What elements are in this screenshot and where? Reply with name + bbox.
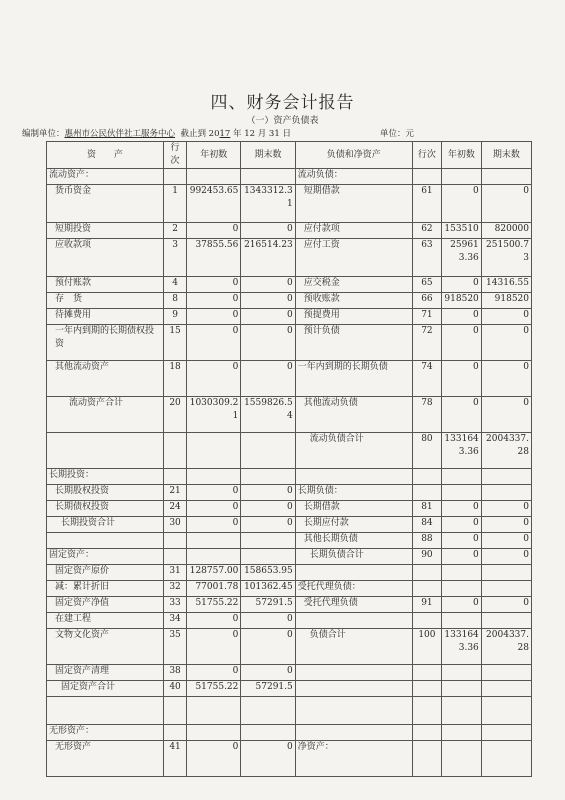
liability-line-cell: [412, 581, 441, 597]
table-row: [47, 697, 532, 725]
table-row: [47, 309, 532, 325]
asset-name-cell: 短期投资: [47, 223, 164, 239]
unit-label: 单位：元: [380, 129, 415, 139]
liability-closing-cell: [481, 169, 531, 185]
asset-closing-cell: [241, 469, 295, 485]
liability-line-cell: 90: [412, 549, 441, 565]
date-month: 年 12 月 31 日: [233, 129, 291, 139]
liability-name-cell: 短期借款: [295, 185, 412, 223]
asset-line-cell: [164, 533, 187, 549]
asset-closing-cell: 0: [241, 325, 295, 361]
liability-name-cell: [295, 665, 412, 681]
asset-name-cell: 长期债权投资: [47, 501, 164, 517]
table-row: [47, 597, 532, 613]
liability-opening-cell: 0: [442, 517, 482, 533]
asset-name-cell: 无形资产: [47, 741, 164, 777]
asset-closing-cell: 0: [241, 223, 295, 239]
asset-name-cell: 预付账款: [47, 277, 164, 293]
liability-opening-cell: [442, 169, 482, 185]
liability-name-cell: 预收账款: [295, 293, 412, 309]
liability-name-cell: 受托代理负债：: [295, 581, 412, 597]
liability-name-cell: [295, 725, 412, 741]
asset-closing-cell: 0: [241, 277, 295, 293]
liability-opening-cell: [442, 665, 482, 681]
date-year-prefix: 20: [208, 129, 220, 139]
date-prefix: 截止到: [180, 129, 206, 139]
liability-line-cell: 71: [412, 309, 441, 325]
liability-opening-cell: [442, 581, 482, 597]
table-row: [47, 549, 532, 565]
asset-opening-cell: 0: [187, 665, 241, 681]
asset-line-cell: 1: [164, 185, 187, 223]
liability-line-cell: 62: [412, 223, 441, 239]
liability-name-cell: 应交税金: [295, 277, 412, 293]
liability-name-cell: [295, 613, 412, 629]
asset-closing-cell: [241, 697, 295, 725]
asset-opening-cell: 128757.00: [187, 565, 241, 581]
asset-closing-cell: 0: [241, 741, 295, 777]
asset-opening-cell: [187, 433, 241, 469]
liability-line-cell: 61: [412, 185, 441, 223]
asset-opening-cell: 0: [187, 629, 241, 665]
liability-opening-cell: 0: [442, 277, 482, 293]
liability-name-cell: [295, 469, 412, 485]
table-row: [47, 325, 532, 361]
liability-closing-cell: [481, 485, 531, 501]
table-row: [47, 517, 532, 533]
asset-closing-cell: 0: [241, 629, 295, 665]
report-meta: [22, 127, 542, 139]
table-subtitle: （一）资产负债表: [246, 116, 319, 126]
asset-closing-cell: [241, 169, 295, 185]
asset-closing-cell: 1343312.31: [241, 185, 295, 223]
liability-opening-cell: 0: [442, 397, 482, 433]
liability-closing-cell: [481, 741, 531, 777]
liability-closing-cell: 0: [481, 325, 531, 361]
asset-line-cell: 30: [164, 517, 187, 533]
liability-closing-cell: [481, 681, 531, 697]
asset-line-cell: 8: [164, 293, 187, 309]
asset-opening-cell: 0: [187, 223, 241, 239]
liability-name-cell: 负债合计: [295, 629, 412, 665]
liability-name-cell: [295, 697, 412, 725]
liability-opening-cell: [442, 697, 482, 725]
table-row: [47, 185, 532, 223]
liability-opening-cell: 0: [442, 325, 482, 361]
org-label: 编制单位：: [22, 129, 65, 139]
asset-name-cell: 长期投资：: [47, 469, 164, 485]
liability-opening-cell: 0: [442, 533, 482, 549]
asset-opening-cell: 0: [187, 741, 241, 777]
table-row: [47, 223, 532, 239]
liability-closing-cell: 0: [481, 309, 531, 325]
asset-line-cell: 31: [164, 565, 187, 581]
liability-line-cell: [412, 613, 441, 629]
table-row: [47, 565, 532, 581]
table-row: [47, 397, 532, 433]
liability-closing-cell: [481, 565, 531, 581]
header-liabilities: 负债和净资产: [295, 142, 412, 169]
asset-opening-cell: [187, 549, 241, 565]
liability-closing-cell: 0: [481, 517, 531, 533]
asset-opening-cell: 51755.22: [187, 597, 241, 613]
liability-closing-cell: 0: [481, 185, 531, 223]
asset-line-cell: [164, 697, 187, 725]
asset-opening-cell: 0: [187, 613, 241, 629]
liability-line-cell: [412, 741, 441, 777]
asset-opening-cell: 0: [187, 293, 241, 309]
liability-line-cell: 91: [412, 597, 441, 613]
table-row: [47, 533, 532, 549]
table-row: [47, 501, 532, 517]
liability-line-cell: [412, 565, 441, 581]
header-line-no-2: 行次: [412, 142, 441, 169]
liability-line-cell: 63: [412, 239, 441, 277]
asset-closing-cell: 0: [241, 517, 295, 533]
org-name: 惠州市公民伙伴社工服务中心: [64, 129, 176, 139]
table-row: [47, 581, 532, 597]
asset-name-cell: [47, 433, 164, 469]
liability-opening-cell: 0: [442, 185, 482, 223]
asset-line-cell: [164, 549, 187, 565]
asset-closing-cell: 57291.5: [241, 597, 295, 613]
asset-line-cell: [164, 169, 187, 185]
liability-opening-cell: [442, 565, 482, 581]
liability-line-cell: 78: [412, 397, 441, 433]
asset-name-cell: 应收款项: [47, 239, 164, 277]
asset-name-cell: 货币资金: [47, 185, 164, 223]
asset-closing-cell: [241, 533, 295, 549]
liability-name-cell: 净资产：: [295, 741, 412, 777]
asset-line-cell: 32: [164, 581, 187, 597]
table-row: [47, 725, 532, 741]
liability-name-cell: 一年内到期的长期负债: [295, 361, 412, 397]
liability-closing-cell: [481, 697, 531, 725]
liability-opening-cell: 153510: [442, 223, 482, 239]
liability-name-cell: 长期负债合计: [295, 549, 412, 565]
asset-name-cell: 无形资产：: [47, 725, 164, 741]
asset-closing-cell: [241, 433, 295, 469]
liability-opening-cell: [442, 741, 482, 777]
liability-line-cell: [412, 725, 441, 741]
asset-opening-cell: 992453.65: [187, 185, 241, 223]
liability-name-cell: 流动负债合计: [295, 433, 412, 469]
asset-name-cell: 存 货: [47, 293, 164, 309]
liability-name-cell: 其他流动负债: [295, 397, 412, 433]
asset-opening-cell: 0: [187, 277, 241, 293]
asset-line-cell: 40: [164, 681, 187, 697]
header-opening: 年初数: [187, 142, 241, 169]
liability-name-cell: 长期应付款: [295, 517, 412, 533]
asset-closing-cell: 0: [241, 309, 295, 325]
liability-line-cell: [412, 485, 441, 501]
liability-opening-cell: [442, 725, 482, 741]
asset-closing-cell: 0: [241, 293, 295, 309]
liability-closing-cell: 0: [481, 597, 531, 613]
liability-opening-cell: 1331643.36: [442, 433, 482, 469]
asset-line-cell: 35: [164, 629, 187, 665]
header-line-no: 行次: [164, 142, 187, 169]
table-row: [47, 239, 532, 277]
asset-closing-cell: 216514.23: [241, 239, 295, 277]
liability-name-cell: 长期借款: [295, 501, 412, 517]
asset-line-cell: 34: [164, 613, 187, 629]
asset-opening-cell: [187, 533, 241, 549]
asset-closing-cell: 0: [241, 485, 295, 501]
liability-line-cell: 84: [412, 517, 441, 533]
liability-line-cell: [412, 169, 441, 185]
liability-line-cell: 65: [412, 277, 441, 293]
liability-name-cell: 应付款项: [295, 223, 412, 239]
table-row: [47, 293, 532, 309]
asset-line-cell: 41: [164, 741, 187, 777]
liability-line-cell: 72: [412, 325, 441, 361]
liability-opening-cell: 0: [442, 309, 482, 325]
liability-name-cell: [295, 681, 412, 697]
liability-closing-cell: 0: [481, 501, 531, 517]
asset-closing-cell: 158653.95: [241, 565, 295, 581]
liability-name-cell: 长期负债：: [295, 485, 412, 501]
asset-opening-cell: 0: [187, 517, 241, 533]
asset-name-cell: 固定资产清理: [47, 665, 164, 681]
table-row: [47, 277, 532, 293]
asset-name-cell: 固定资产原价: [47, 565, 164, 581]
asset-line-cell: 3: [164, 239, 187, 277]
asset-name-cell: 减：累计折旧: [47, 581, 164, 597]
liability-closing-cell: 251500.73: [481, 239, 531, 277]
asset-opening-cell: 0: [187, 361, 241, 397]
header-closing: 期末数: [241, 142, 295, 169]
asset-line-cell: 38: [164, 665, 187, 681]
liability-name-cell: 应付工资: [295, 239, 412, 277]
date-year: 17: [219, 129, 231, 139]
liability-line-cell: 88: [412, 533, 441, 549]
asset-name-cell: 长期股权投资: [47, 485, 164, 501]
liability-closing-cell: 0: [481, 361, 531, 397]
asset-opening-cell: 1030309.21: [187, 397, 241, 433]
liability-closing-cell: 2004337.28: [481, 433, 531, 469]
liability-opening-cell: 259613.36: [442, 239, 482, 277]
header-closing-2: 期末数: [481, 142, 531, 169]
liability-opening-cell: 1331643.36: [442, 629, 482, 665]
asset-name-cell: [47, 533, 164, 549]
liability-line-cell: [412, 681, 441, 697]
table-row: [47, 665, 532, 681]
table-header-row: [47, 142, 532, 169]
asset-closing-cell: [241, 725, 295, 741]
asset-name-cell: [47, 697, 164, 725]
asset-name-cell: 固定资产：: [47, 549, 164, 565]
asset-name-cell: 待摊费用: [47, 309, 164, 325]
liability-closing-cell: [481, 725, 531, 741]
table-row: [47, 469, 532, 485]
asset-name-cell: 固定资产合计: [47, 681, 164, 697]
asset-line-cell: 9: [164, 309, 187, 325]
table-row: [47, 169, 532, 185]
liability-closing-cell: [481, 469, 531, 485]
asset-name-cell: 文物文化资产: [47, 629, 164, 665]
liability-line-cell: 81: [412, 501, 441, 517]
asset-opening-cell: 51755.22: [187, 681, 241, 697]
asset-opening-cell: 0: [187, 309, 241, 325]
liability-line-cell: 74: [412, 361, 441, 397]
table-row: [47, 613, 532, 629]
asset-line-cell: 21: [164, 485, 187, 501]
liability-closing-cell: 14316.55: [481, 277, 531, 293]
liability-opening-cell: 0: [442, 549, 482, 565]
asset-line-cell: [164, 433, 187, 469]
liability-name-cell: 预计负债: [295, 325, 412, 361]
asset-closing-cell: 0: [241, 501, 295, 517]
table-row: [47, 741, 532, 777]
asset-opening-cell: 0: [187, 325, 241, 361]
asset-line-cell: 15: [164, 325, 187, 361]
liability-line-cell: [412, 665, 441, 681]
header-assets: 资 产: [47, 142, 164, 169]
asset-line-cell: 20: [164, 397, 187, 433]
liability-name-cell: 受托代理负债: [295, 597, 412, 613]
header-opening-2: 年初数: [442, 142, 482, 169]
liability-opening-cell: 0: [442, 501, 482, 517]
asset-opening-cell: 0: [187, 501, 241, 517]
table-row: [47, 681, 532, 697]
asset-opening-cell: [187, 469, 241, 485]
asset-line-cell: 24: [164, 501, 187, 517]
asset-line-cell: [164, 469, 187, 485]
asset-closing-cell: 101362.45: [241, 581, 295, 597]
liability-opening-cell: [442, 469, 482, 485]
liability-closing-cell: [481, 581, 531, 597]
liability-closing-cell: [481, 613, 531, 629]
table-row: [47, 485, 532, 501]
asset-name-cell: 在建工程: [47, 613, 164, 629]
liability-name-cell: 其他长期负债: [295, 533, 412, 549]
liability-name-cell: 预提费用: [295, 309, 412, 325]
liability-closing-cell: 0: [481, 549, 531, 565]
asset-opening-cell: 0: [187, 485, 241, 501]
balance-sheet-table: [46, 141, 532, 777]
asset-closing-cell: 0: [241, 361, 295, 397]
liability-line-cell: [412, 697, 441, 725]
liability-line-cell: 66: [412, 293, 441, 309]
liability-closing-cell: 0: [481, 397, 531, 433]
liability-closing-cell: 0: [481, 533, 531, 549]
liability-opening-cell: [442, 485, 482, 501]
asset-opening-cell: [187, 169, 241, 185]
report-title: 四、财务会计报告: [210, 93, 355, 113]
asset-line-cell: [164, 725, 187, 741]
asset-name-cell: 固定资产净值: [47, 597, 164, 613]
asset-name-cell: 流动资产合计: [47, 397, 164, 433]
asset-opening-cell: [187, 697, 241, 725]
asset-opening-cell: 37855.56: [187, 239, 241, 277]
asset-closing-cell: 1559826.54: [241, 397, 295, 433]
liability-opening-cell: 918520: [442, 293, 482, 309]
liability-name-cell: [295, 565, 412, 581]
asset-name-cell: 一年内到期的长期债权投资: [47, 325, 164, 361]
liability-opening-cell: [442, 613, 482, 629]
asset-line-cell: 4: [164, 277, 187, 293]
liability-opening-cell: 0: [442, 597, 482, 613]
liability-closing-cell: [481, 665, 531, 681]
liability-opening-cell: 0: [442, 361, 482, 397]
asset-line-cell: 18: [164, 361, 187, 397]
asset-opening-cell: 77001.78: [187, 581, 241, 597]
liability-closing-cell: 820000: [481, 223, 531, 239]
liability-line-cell: [412, 469, 441, 485]
liability-name-cell: 流动负债：: [295, 169, 412, 185]
liability-opening-cell: [442, 681, 482, 697]
asset-opening-cell: [187, 725, 241, 741]
asset-line-cell: 33: [164, 597, 187, 613]
asset-name-cell: 长期投资合计: [47, 517, 164, 533]
asset-closing-cell: 0: [241, 665, 295, 681]
asset-closing-cell: [241, 549, 295, 565]
liability-line-cell: 100: [412, 629, 441, 665]
asset-name-cell: 流动资产：: [47, 169, 164, 185]
table-row: [47, 629, 532, 665]
table-row: [47, 433, 532, 469]
asset-closing-cell: 0: [241, 613, 295, 629]
asset-name-cell: 其他流动资产: [47, 361, 164, 397]
table-row: [47, 361, 532, 397]
liability-closing-cell: 2004337.28: [481, 629, 531, 665]
liability-closing-cell: 918520: [481, 293, 531, 309]
asset-line-cell: 2: [164, 223, 187, 239]
asset-closing-cell: 57291.5: [241, 681, 295, 697]
liability-line-cell: 80: [412, 433, 441, 469]
